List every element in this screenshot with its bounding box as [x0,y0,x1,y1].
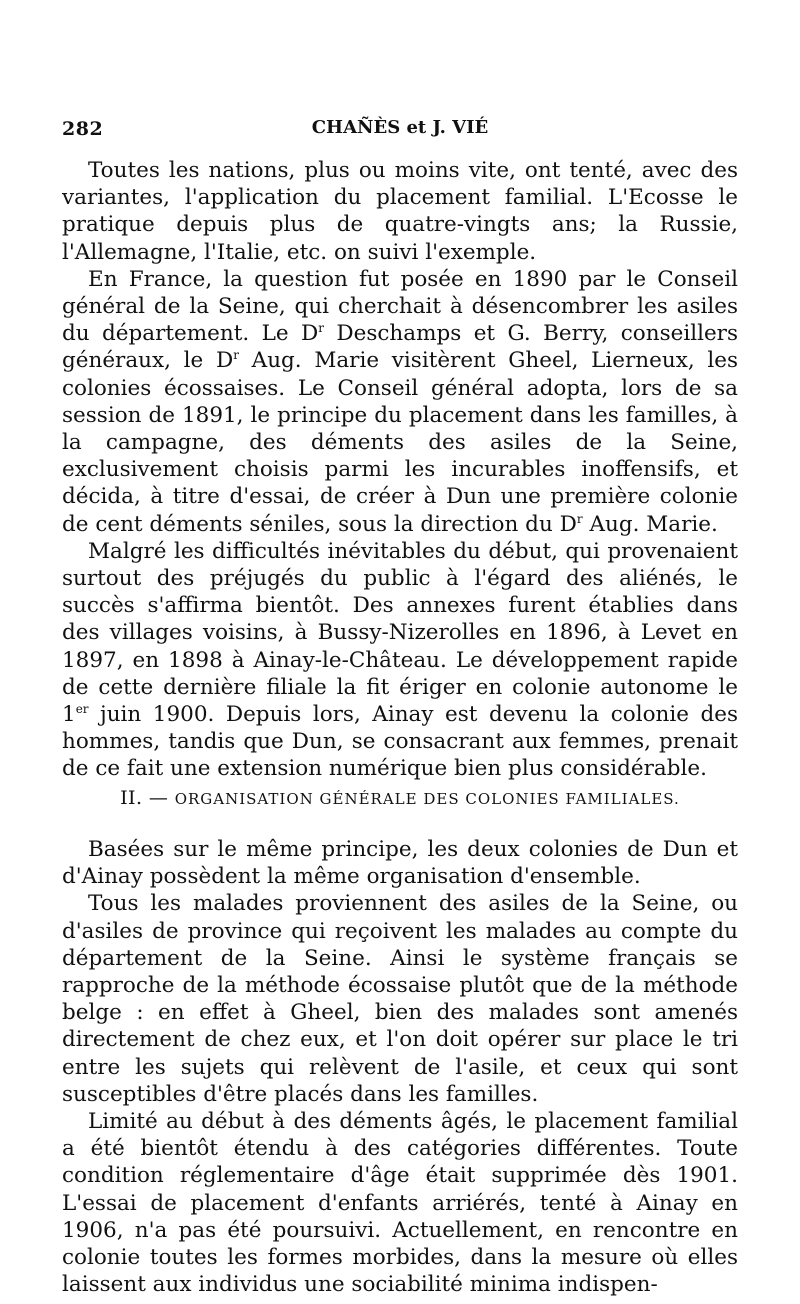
paragraph-3 [62,538,738,783]
paragraph-2 [62,266,738,538]
paragraph-1: Toutes les nations, plus ou moins vite, ont tenté, avec des variantes, l'application du placement familial. L'Ecosse le pratique depuis plus de quatre-vingts ans; la Russie, l'Allemagne, l'Italie, etc. on suivi l'exemple. [62,158,738,265]
paragraph-4: Basées sur le même principe, les deux colonies de Dun et d'Ainay possèdent la même organisation d'ensemble. [62,837,738,890]
superscript-dr-3: r [576,511,583,526]
section-number: II. — [120,787,175,809]
text-block-1 [62,157,738,783]
section-heading [0,787,800,809]
paragraph-5: Tous les malades proviennent des asiles de la Seine, ou d'asiles de province qui reçoivent les malades au compte du département de la Seine. Ainsi le système français se rapproche de la méthode écossaise plutôt que de la méthode belge : en effet à Gheel, bien des malades sont amenés directement de chez eux, et l'on doit opérer sur place le tri entre les sujets qui relèvent de l'asile, et ceux qui sont susceptibles d'être placés dans les familles. [62,891,738,1107]
paragraph-2-text-2: Deschamps et G. Berry, conseillers généraux, le D [62,321,738,374]
superscript-er: er [75,701,89,716]
superscript-dr-1: r [318,321,324,336]
paragraph-3-text-2: juin 1900. Depuis lors, Ainay est devenu la colonie des hommes, tandis que Dun, se consacrant aux femmes, prenait de ce fait une extension numérique bien plus considérable. [62,702,738,782]
paragraph-3-text-1: Malgré les difficultés inévitables du début, qui provenaient surtout des préjugés du public à l'égard des aliénés, le succès s'affirma bientôt. Des annexes furent établies dans des villages voisins, à Bussy-Nizerolles en 1896, à Levet en 1897, en 1898 à Ainay-le-Château. Le développement rapide de cette dernière filiale la fit ériger en colonie autonome le 1 [62,538,738,728]
page-number: 282 [62,118,104,140]
paragraph-2-text-4: Aug. Marie. [582,511,718,537]
text-block-2 [62,836,738,1298]
superscript-dr-2: r [233,348,239,363]
section-title: ORGANISATION GÉNÉRALE DES COLONIES FAMILIALES. [174,790,680,808]
paragraph-6: Limité au début à des déments âgés, le placement familial a été bientôt étendu à des catégories différentes. Toute condition réglementaire d'âge était supprimée dès 1901. L'essai de placement d'enfants arriérés, tenté à Ainay en 1906, n'a pas été poursuivi. Actuellement, en rencontre en colonie toutes les formes morbides, dans la mesure où elles laissent aux individus une sociabilité minima indispen- [62,1109,738,1298]
paragraph-2-text-3: Aug. Marie visitèrent Gheel, Lierneux, les colonies écossaises. Le Conseil général adopta, lors de sa session de 1891, le principe du placement dans les familles, à la campagne, des déments des asiles de la Seine, exclusivement choisis parmi les incurables inoffensifs, et décida, à titre d'essai, de créer à Dun une première colonie de cent déments séniles, sous la direction du D [62,348,738,537]
running-head: CHAÑÈS et J. VIÉ [311,117,489,138]
paragraph-2-text-1: En France, la question fut posée en 1890 par le Conseil général de la Seine, qui cherchait à désencombrer les asiles du département. Le D [62,266,738,347]
